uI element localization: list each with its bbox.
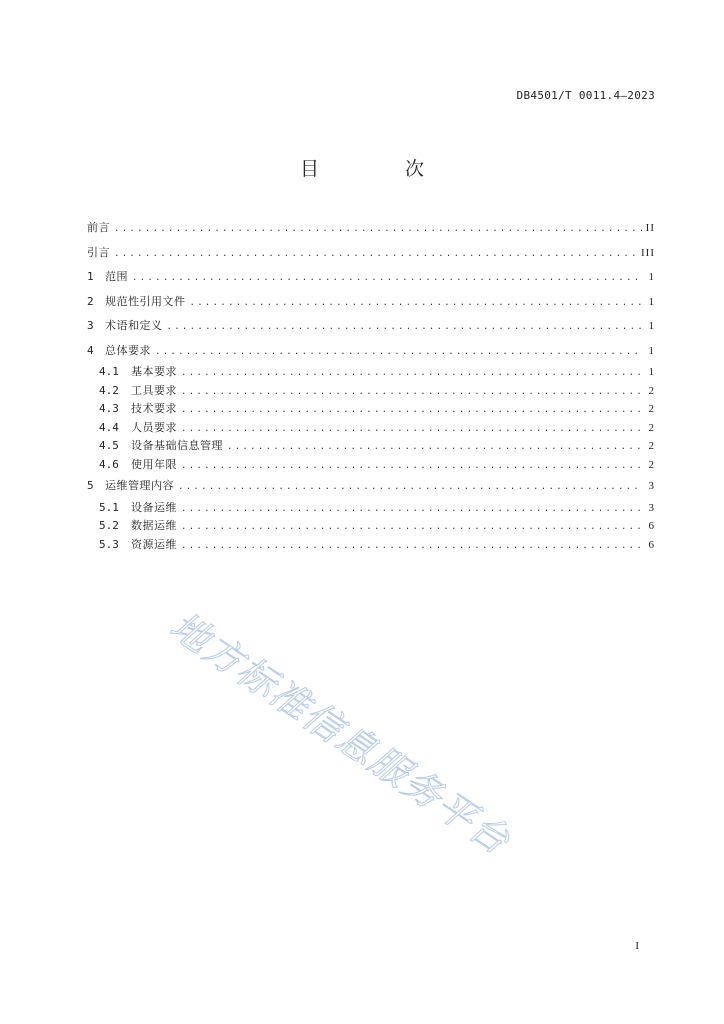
toc-entry[interactable] [87, 339, 655, 364]
toc-entry-page: 6 [648, 520, 655, 532]
toc-entry-label: 术语和定义 [105, 319, 163, 332]
toc-entry[interactable] [87, 363, 655, 382]
toc-entry-page: 1 [648, 344, 655, 357]
toc-entry[interactable] [87, 499, 655, 518]
toc-dot-leader [167, 315, 644, 340]
toc-entry-label: 数据运维 [131, 519, 177, 532]
toc-dot-leader [132, 266, 643, 291]
toc-entry[interactable] [87, 265, 655, 290]
toc-entry-number: 3 [87, 319, 94, 332]
toc-entry[interactable] [87, 474, 655, 499]
toc-entry-page: 1 [648, 366, 655, 378]
toc-dot-leader [155, 340, 643, 365]
toc-entry-label: 设备运维 [131, 500, 177, 514]
toc-entry-page: 6 [648, 538, 655, 551]
toc-entry-page: 2 [648, 421, 655, 434]
toc-entry[interactable] [87, 290, 655, 315]
toc-entry-page: 3 [648, 501, 655, 514]
toc-entry-number: 4.3 [99, 402, 119, 415]
toc-entry-number: 4.6 [99, 457, 119, 471]
toc-entry-label: 技术要求 [131, 402, 177, 415]
toc-entry-label: 资源运维 [131, 537, 177, 551]
toc-entry-label: 引言 [87, 245, 110, 259]
toc-entry-number: 4.2 [99, 383, 119, 397]
toc-entry-number: 4.4 [99, 420, 119, 434]
toc-entry-label: 设备基础信息管理 [131, 439, 223, 452]
toc-entry-label: 范围 [105, 270, 128, 283]
toc-entry-page: 1 [648, 320, 655, 332]
watermark: 地方标准信息服务平台 [162, 603, 519, 864]
toc-dot-leader [178, 475, 643, 500]
standard-code: DB4501/T 0011.4—2023 [516, 89, 655, 102]
toc-entry-page: 2 [648, 403, 655, 415]
page-title: 目 次 [299, 158, 465, 180]
toc-entry-number: 1 [87, 270, 94, 283]
toc-dot-leader [114, 217, 642, 242]
toc-entry-page: 2 [648, 458, 655, 471]
toc-entry-page: 2 [648, 440, 655, 452]
toc-entry[interactable] [87, 419, 655, 438]
toc-entry[interactable] [87, 517, 655, 536]
toc-entry[interactable] [87, 382, 655, 401]
table-of-contents [87, 216, 655, 554]
toc-entry-page: 1 [648, 295, 655, 308]
toc-entry-number: 5.3 [99, 537, 119, 551]
toc-entry[interactable] [87, 437, 655, 456]
toc-dot-leader [114, 242, 637, 267]
toc-entry[interactable] [87, 314, 655, 339]
toc-entry-number: 4.5 [99, 439, 119, 452]
page-number: I [635, 940, 639, 952]
toc-entry-page: 1 [648, 271, 655, 283]
toc-dot-leader [181, 383, 643, 402]
toc-entry-page: 3 [648, 480, 655, 492]
toc-dot-leader [181, 401, 643, 420]
toc-entry-page: II [645, 222, 655, 234]
toc-entry-page: 2 [648, 384, 655, 397]
toc-dot-leader [190, 291, 644, 316]
toc-dot-leader [181, 420, 643, 439]
toc-entry[interactable] [87, 241, 655, 266]
toc-entry[interactable] [87, 216, 655, 241]
toc-entry-number: 4.1 [99, 365, 119, 378]
toc-entry-label: 人员要求 [131, 420, 177, 434]
toc-dot-leader [181, 457, 643, 476]
toc-entry-label: 前言 [87, 221, 110, 234]
toc-entry-label: 规范性引用文件 [105, 294, 186, 308]
toc-entry-number: 5 [87, 479, 94, 492]
toc-dot-leader [181, 500, 643, 519]
toc-dot-leader [181, 364, 643, 383]
toc-entry-number: 5.2 [99, 519, 119, 532]
toc-entry-label: 运维管理内容 [105, 479, 174, 492]
toc-dot-leader [181, 518, 643, 537]
toc-entry-label: 总体要求 [105, 343, 151, 357]
toc-entry-number: 5.1 [99, 500, 119, 514]
toc-entry-number: 2 [87, 294, 94, 308]
toc-entry-label: 工具要求 [131, 383, 177, 397]
toc-entry-label: 基本要求 [131, 365, 177, 378]
toc-dot-leader [181, 537, 643, 556]
toc-entry-page: III [641, 246, 655, 259]
toc-entry[interactable] [87, 400, 655, 419]
toc-entry[interactable] [87, 456, 655, 475]
toc-dot-leader [227, 438, 643, 457]
toc-entry-label: 使用年限 [131, 457, 177, 471]
toc-entry[interactable] [87, 536, 655, 555]
toc-entry-number: 4 [87, 343, 94, 357]
